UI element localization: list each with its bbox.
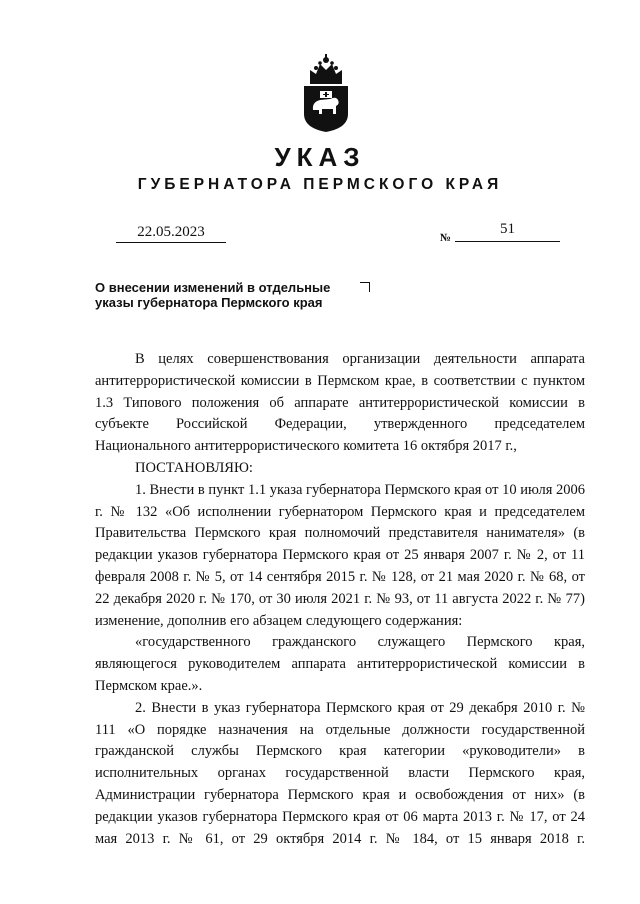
decree-number: 51: [455, 221, 560, 242]
perm-krai-coat-of-arms-icon: [300, 52, 352, 134]
item-1-paragraph: 1. Внести в пункт 1.1 указа губернатора Пермского края от 10 июля 2006 г. № 132 «Об исполнении губернатором Пермского края и председателем Правительства Пермского края полномочий представителя нанимателя» (в редакции указов губернатора Пермского края от 25 января 2007 г. № 2, от 11 февраля 2008 г. № 5, от 14 сентября 2015 г. № 128, от 21 мая 2020 г. № 68, от 22 декабря 2020 г. № 170, от 30 июля 2021 г. № 93, от 11 августа 2022 г. № 77) изменение, дополнив его абзацем следующего содержания:: [95, 481, 585, 629]
quoted-addition-paragraph: «государственного гражданского служащего Пермского края, являющегося руководителем аппарата антитеррористической комиссии в Пермском крае.».: [95, 634, 585, 694]
document-title: УКАЗ: [274, 142, 366, 172]
document-subtitle: ГУБЕРНАТОРА ПЕРМСКОГО КРАЯ: [137, 176, 503, 193]
decree-word: ПОСТАНОВЛЯЮ:: [135, 459, 253, 476]
subject-line-1: О внесении изменений в отдельные: [95, 280, 331, 295]
decree-number-label: №: [440, 232, 452, 244]
decree-body: [95, 349, 585, 850]
subject-line-2: указы губернатора Пермского края: [95, 295, 323, 310]
decree-date: 22.05.2023: [116, 224, 226, 243]
subject-corner-mark: [360, 282, 370, 292]
preamble-paragraph: В целях совершенствования организации деятельности аппарата антитеррористической комиссии в Пермском крае, в соответствии с пунктом 1.3 Типового положения об аппарате антитеррористической комиссии в субъекте Российской Федерации, утвержденного председателем Национального антитеррористического комитета 16 октября 2017 г.,: [95, 351, 585, 455]
item-2-paragraph: 2. Внести в указ губернатора Пермского края от 29 декабря 2010 г. № 111 «О порядке назначения на отдельные должности государственной гражданской службы Пермского края категории «руководители» в исполнительных органах государственной власти Пермского края, Администрации губернатора Пермского края и освобождения от них» (в редакции указов губернатора Пермского края от 06 марта 2013 г. № 17, от 24 мая 2013 г. № 61, от 29 октября 2014 г. № 184, от 15 января 2018 г.: [95, 699, 585, 847]
decree-subject: [95, 280, 355, 310]
